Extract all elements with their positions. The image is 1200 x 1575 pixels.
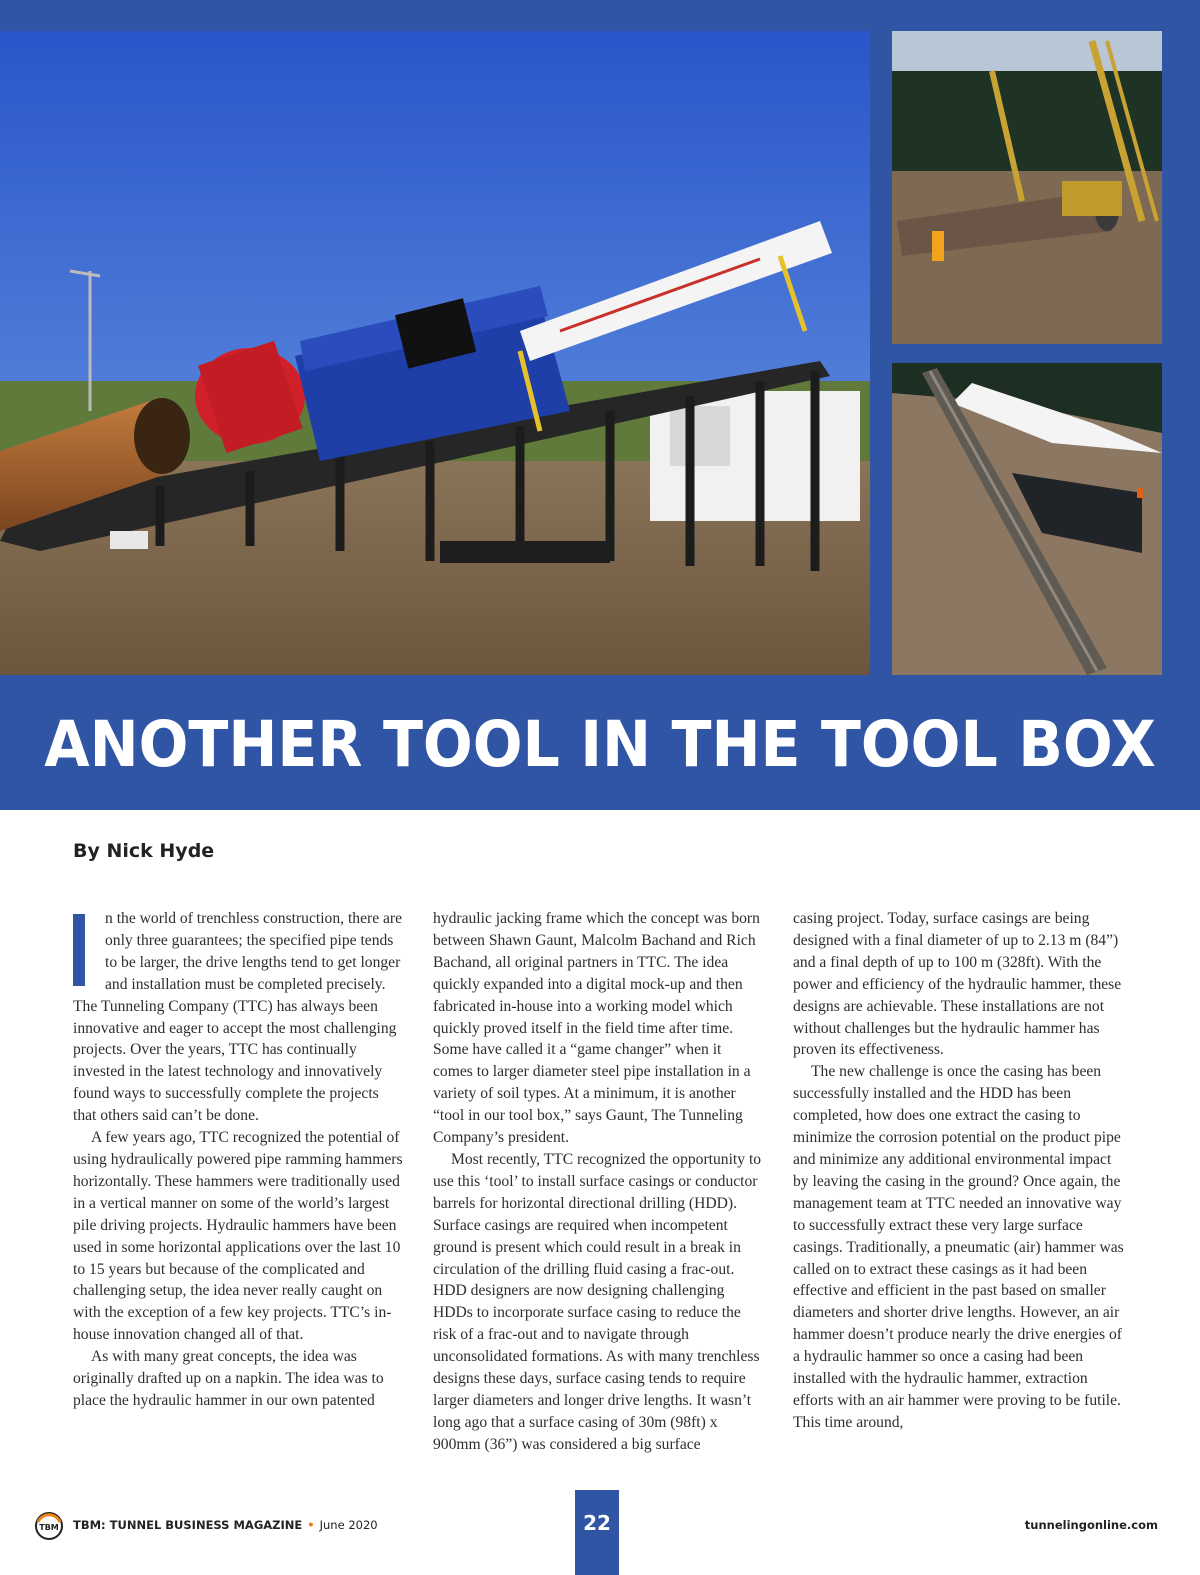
paragraph: Most recently, TTC recognized the opportunity to use this ‘tool’ to install surface casings or conductor barrels for horizontal directional drilling (HDD). Surface casings are required when incompetent ground is present which could result in a break in circulation of the drilling fluid casing a frac-out. HDD designers are now designing challenging HDDs to incorporate surface casing to reduce the risk of a frac-out and to navigate through unconsolidated formations. As with many trenchless designs these days, surface casing tends to require larger diameters and longer drive lengths. It wasn’t long ago that a surface casing of 30m (98ft) x 900mm (36”) was considered a big surface [433, 1150, 762, 1453]
pipe-cranes-photo [892, 31, 1162, 344]
paragraph: casing project. Today, surface casings are being designed with a final diameter of up to 2.13 m (84”) and a final depth of up to 100 m (328ft). With the power and efficiency of the hydraulic hammer, these designs are achievable. These installations are not without challenges but the hydraulic hammer has proven its effectiveness. [793, 910, 1122, 1059]
footer-magazine [73, 1518, 378, 1532]
article-column-2 [433, 908, 765, 1456]
logo-text: TBM [39, 1523, 59, 1532]
paragraph: n the world of trenchless construction, there are only three guarantees; the specified pipe tends to be larger, the drive lengths tend to get longer and installation must be completed precisely. The Tunneling Company (TTC) has always been innovative and eager to accept the most challenging projects. Over the years, TTC has continually invested in the latest technology and innovatively found ways to successfully complete the projects that others said can’t be done. [73, 910, 403, 1125]
issue-date: June 2020 [319, 1518, 378, 1532]
article-column-1 [73, 908, 405, 1412]
article-column-3 [793, 908, 1125, 1434]
paragraph: hydraulic jacking frame which the concept was born between Shawn Gaunt, Malcolm Bachand and Rich Bachand, all original partners in TTC. The idea quickly expanded into a digital mock-up and then fabricated in-house into a working model which quickly proved itself in the field time after time. Some have called it a “game changer” when it comes to larger diameter steel pipe installation in a variety of soil types. At a minimum, it is another “tool in our tool box,” says Gaunt, The Tunneling Company’s president. [433, 910, 760, 1147]
pipe-slope-photo [892, 363, 1162, 675]
tbm-logo-icon [35, 1512, 63, 1540]
dropcap-bar [73, 914, 85, 986]
separator-dot: • [307, 1518, 315, 1532]
page-number: 22 [575, 1490, 619, 1575]
footer-url[interactable]: tunnelingonline.com [1024, 1518, 1158, 1532]
magazine-name: TBM: TUNNEL BUSINESS MAGAZINE [73, 1518, 303, 1532]
paragraph: A few years ago, TTC recognized the potential of using hydraulically powered pipe ramming hammers horizontally. These hammers were traditionally used in a vertical manner on some of the world’s largest pile driving projects. Hydraulic hammers have been used in some horizontal applications over the last 10 to 15 years but because of the complicated and challenging setup, the idea never really caught on with the exception of a few key projects. TTC’s in-house innovation changed all of that. [73, 1129, 403, 1344]
paragraph: The new challenge is once the casing has been successfully installed and the HDD has been completed, how does one extract the casing to minimize the corrosion potential on the product pipe and minimize any additional environmental impact by leaving the casing in the ground? Once again, the management team at TTC needed an innovative way to successfully extract these very large surface casings. Traditionally, a pneumatic (air) hammer was called on to extract these casings as it had been effective and efficient in the past based on smaller diameters and shorter drive lengths. However, an air hammer doesn’t produce nearly the drive energies of a hydraulic hammer so once a casing had been installed with the hydraulic hammer, extraction efforts with an air hammer were proving to be futile. This time around, [793, 1063, 1124, 1431]
main-photo [0, 31, 870, 675]
pipe-slope-illustration [892, 363, 1162, 675]
pipe-cranes-illustration [892, 31, 1162, 344]
paragraph: As with many great concepts, the idea was originally drafted up on a napkin. The idea was to place the hydraulic hammer in our own patented [73, 1348, 384, 1409]
byline: By Nick Hyde [73, 840, 215, 862]
headline: ANOTHER TOOL IN THE TOOL BOX [44, 708, 1156, 781]
rig-illustration [0, 31, 870, 675]
